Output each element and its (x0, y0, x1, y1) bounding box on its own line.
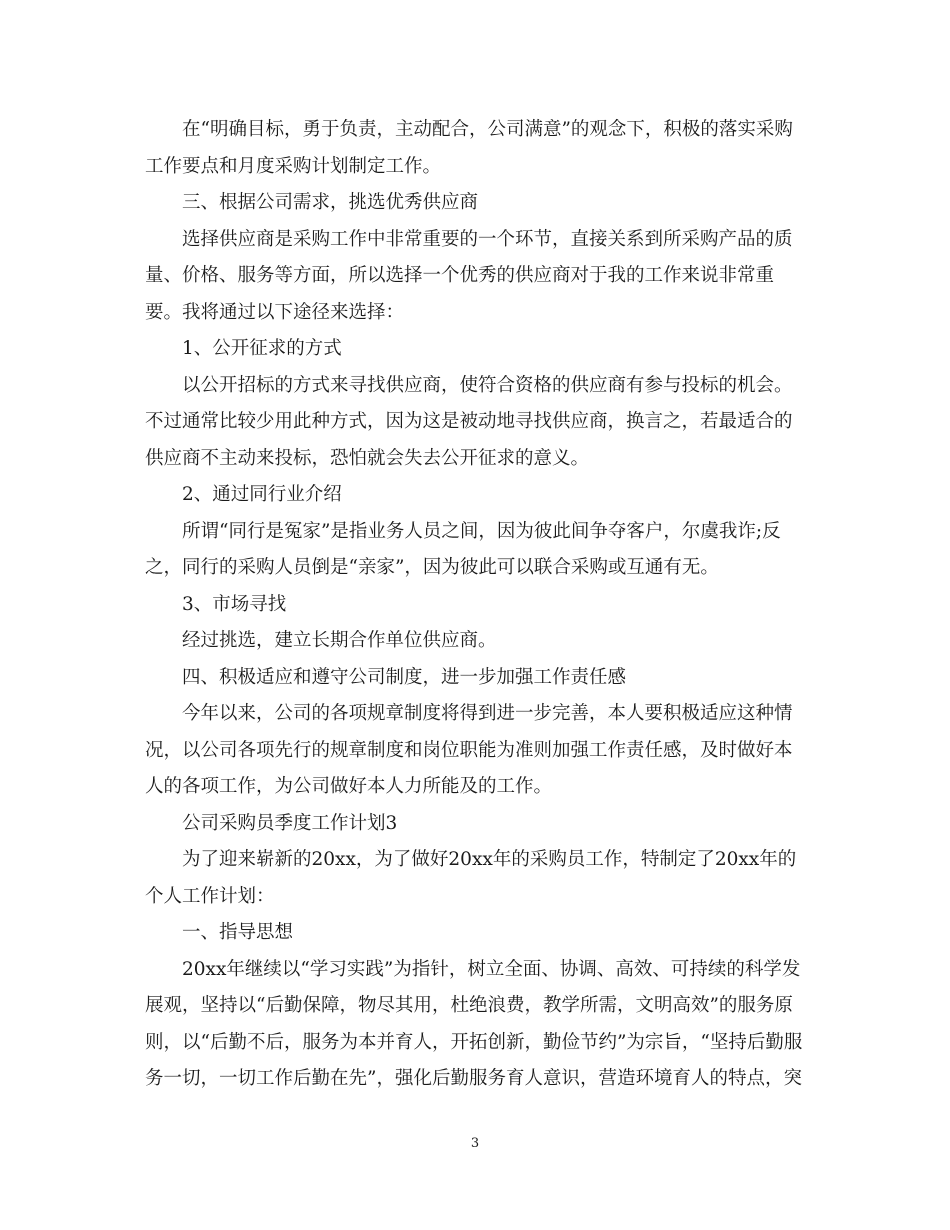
text-line: 个人工作计划： (145, 885, 275, 907)
text-line: 不过通常比较少用此种方式，因为这是被动地寻找供应商，换言之，若最适合的 (145, 411, 793, 432)
text-line: 在“明确目标，勇于负责，主动配合，公司满意”的观念下，积极的落实采购 (182, 119, 793, 140)
text-line: 1、公开征求的方式 (182, 338, 342, 359)
text-line: 为了迎来崭新的20xx，为了做好20xx年的采购员工作，特制定了20xx年的 (182, 849, 797, 870)
text-line: 则，以“后勤不后，服务为本并育人，开拓创新，勤俭节约”为宗旨，“坚持后勤服 (145, 1031, 803, 1053)
text-line: 3、市场寻找 (182, 593, 287, 615)
text-line: 今年以来，公司的各项规章制度将得到进一步完善，本人要积极适应这种情 (182, 703, 793, 724)
text-line: 三、根据公司需求，挑选优秀供应商 (182, 192, 479, 213)
text-line: 之，同行的采购人员倒是“亲家”，因为彼此可以联合采购或互通有无。 (145, 557, 719, 578)
text-line: 公司采购员季度工作计划3 (182, 812, 398, 834)
text-line: 供应商不主动来投标，恐怕就会失去公开征求的意义。 (145, 447, 590, 469)
text-line: 人的各项工作，为公司做好本人力所能及的工作。 (145, 776, 553, 797)
text-line: 要。我将通过以下途径来选择： (145, 301, 405, 323)
text-line: 展观，坚持以“后勤保障，物尽其用，杜绝浪费，教学所需，文明高效”的服务原 (145, 995, 793, 1016)
text-line: 2、通过同行业介绍 (182, 484, 342, 505)
text-line: 四、积极适应和遵守公司制度，进一步加强工作责任感 (182, 666, 627, 688)
text-line: 经过挑选，建立长期合作单位供应商。 (182, 630, 497, 651)
text-line: 工作要点和月度采购计划制定工作。 (145, 155, 442, 177)
text-line: 务一切，一切工作后勤在先”，强化后勤服务育人意识，营造环境育人的特点，突 (145, 1068, 802, 1089)
text-line: 况，以公司各项先行的规章制度和岗位职能为准则加强工作责任感，及时做好本 (145, 739, 793, 761)
text-line: 选择供应商是采购工作中非常重要的一个环节，直接关系到所采购产品的质 (182, 228, 793, 250)
text-line: 量、价格、服务等方面，所以选择一个优秀的供应商对于我的工作来说非常重 (145, 265, 775, 286)
text-line: 所谓“同行是冤家”是指业务人员之间，因为彼此间争夺客户，尔虞我诈;反 (182, 520, 781, 542)
text-line: 20xx年继续以“学习实践”为指针，树立全面、协调、高效、可持续的科学发 (182, 958, 801, 980)
text-line: 以公开招标的方式来寻找供应商，使符合资格的供应商有参与投标的机会。 (182, 374, 793, 396)
text-line: 一、指导思想 (182, 922, 294, 943)
page-number: 3 (470, 1136, 480, 1151)
document-body (145, 112, 805, 1098)
